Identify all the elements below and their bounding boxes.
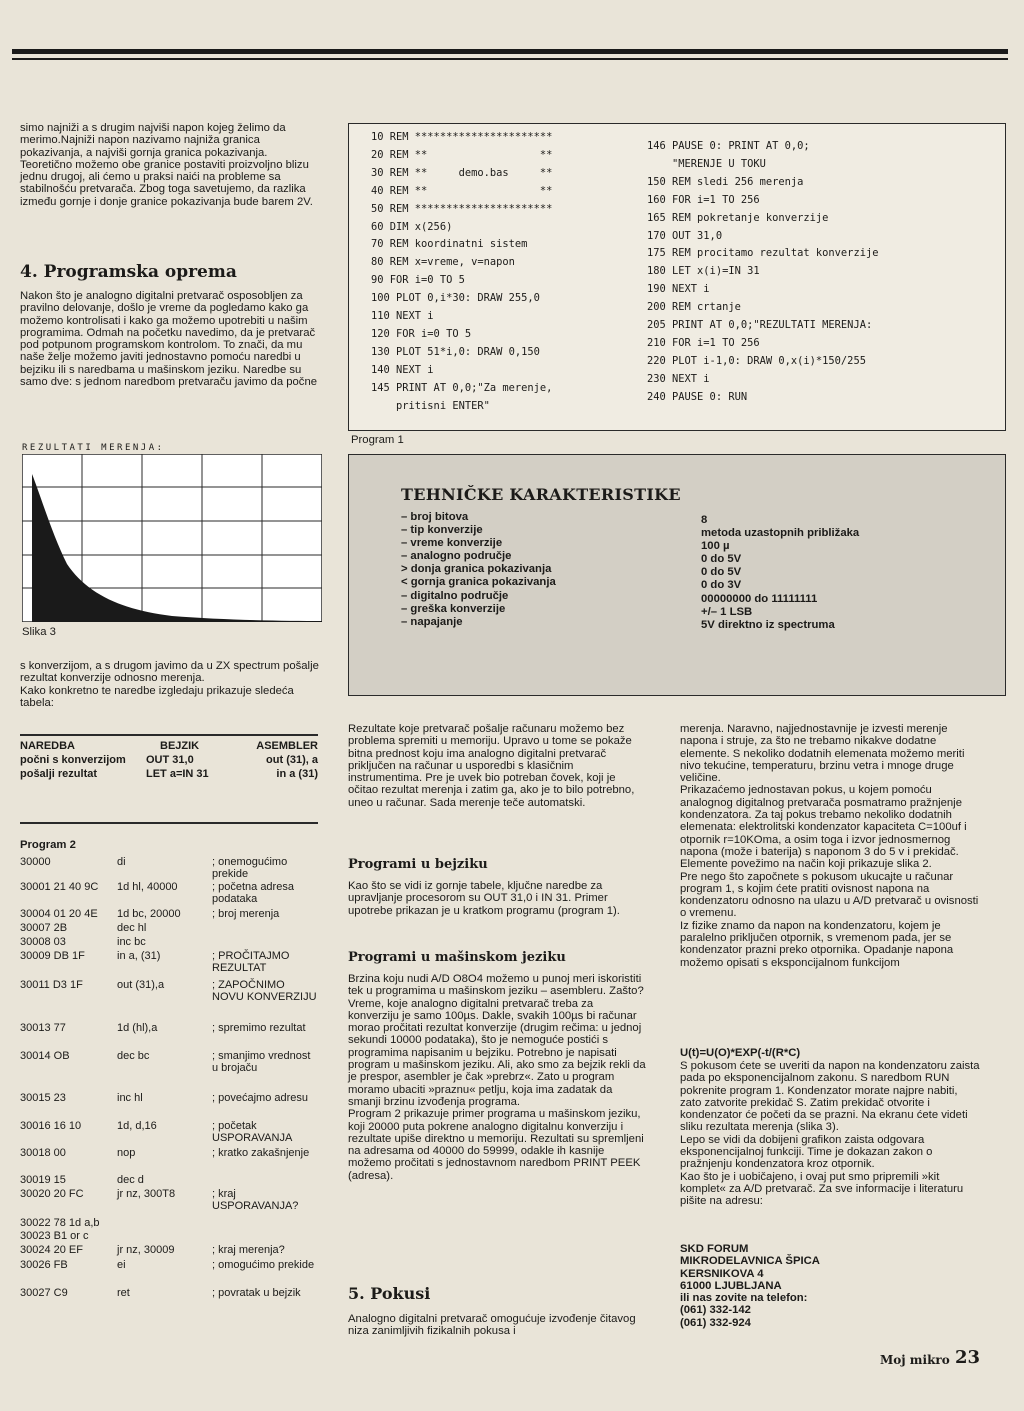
tech-specs-title: TEHNIČKE KARAKTERISTIKE	[401, 485, 681, 504]
right-column-text-a: merenja. Naravno, najjednostavnije je izvesti merenje napona i struje, za što ne trebamo nikakve dodatne elemente. S nekoliko dodatnih elemenata možemo meriti nivo tekućine, temperaturu, brzinu vetra i mnoge druge veličine. Prikazaćemo jednostavan pokus, u kojem pomoću analognog digitalnog pretvarača posmatramo pražnjenje kondenzatora. Za taj pokus trebamo nekoliko dodatnih elemenata: elektrolitski kondenzator kapaciteta C=100uf i otpornik r=10KOma, a osim toga i izvor jednosmernog napona (može i baterija) s naponom 3 do 5 v i prekidač. Elemente povežimo na način koji prikazuje slika 2. Pre nego što započnete s pokusom ukucajte u računar program 1, s kojim ćete pratiti ovisnost napona na kondenzatoru odnosno na ulazu u A/D pretvarač u ovisnosti o vremenu. Iz fizike znamo da napon na kondenzatoru, kojem je paralelno priključen otpornik, s vremenom pada, jer se kondenzator prazni preko otpornika. Opadanje napona možemo opisati s eksponcijalnom funkcijom	[680, 723, 979, 969]
table-row	[20, 1147, 320, 1166]
table-cell: 30014 OB	[20, 1050, 70, 1062]
tech-specs-box	[348, 454, 1006, 696]
table-cell: ; povratak u bejzik	[212, 1287, 301, 1299]
table-cell: ; početna adresa podataka	[212, 881, 294, 905]
table-row	[20, 1287, 320, 1306]
table-row	[20, 1092, 320, 1111]
header-rule-thin	[12, 58, 1008, 60]
table-cell: ; kraj USPORAVANJA?	[212, 1188, 299, 1212]
table-cell: in a, (31)	[117, 950, 161, 962]
table-cell: ; spremimo rezultat	[212, 1022, 306, 1034]
masinski-text: Brzina koju nudi A/D O8O4 možemo u punoj meri iskoristiti tek u programima u mašinskom jeziku – asembleru. Zašto? Vreme, koje analogno digitalni pretvarač treba za konverziju je samo 100µs. Dakle, svakih 100µs bi računar morao pročitati rezultat konverzije (drugim rečima: u jednoj sekundi 10000 podataka), što je nemoguće postići s programima napisanim u bejziku. Potrebno je napisati program u mašinskom jeziku. Ali, ako smo za bejzik rekli da je prespor, asembler je čak »prebrz«. Zato u program moramo ubaciti »praznu« petlju, koja ima zadatak da smanji brzinu izvođenja programa. Program 2 prikazuje primer programa u mašinskom jeziku, koji 20000 puta pokrene analogno digitalnu konverziju i rezultate upiše direktno u memoriju. Rezultati su spremljeni na adresama od 40000 do 59999, odakle ih kasnije možemo pročitati s jednostavnom naredbom PRINT PEEK (adresa).	[348, 973, 646, 1182]
table-cell: ; kratko zakašnjenje	[212, 1147, 310, 1159]
after-figure-text: s konverzijom, a s drugom javimo da u ZX spectrum pošalje rezultat konverzije odnosno merenja. Kako konkretno te naredbe izgledaju prikazuje sledeća tabela:	[20, 660, 319, 709]
right-column-text-b: S pokusom ćete se uveriti da napon na kondenzatoru zaista pada po eksponencijalnom zakonu. S naredbom RUN pokrenite program 1. Kondenzator morate najpre nabiti, zato zatvorite prekidač S. Zatim prekidač otvorite i kondenzator će početi da se prazni. Na ekranu ćete videti sliku rezultata merenja (slika 3). Lepo se vidi da dobijeni grafikon zaista odgovara eksponencijalnoj funkciji. Time je dokazan zakon o pražnjenju kondenzatora kroz otpornik. Kao što je i uobičajeno, i ovaj put smo pripremili »kit komplet« za A/D pretvarač. Za sve informacije i literaturu pišite na adresu:	[680, 1060, 980, 1208]
table-cell: 30019 15	[20, 1174, 66, 1186]
tech-specs-values: 8 metoda uzastopnih približaka 100 µ 0 do 5V 0 do 5V 0 do 3V 00000000 do 11111111 +/– 1 LSB 5V direktno iz spectruma	[701, 514, 860, 631]
table-cell: ; ZAPOČNIMO NOVU KONVERZIJU	[212, 979, 317, 1003]
table-row	[20, 1022, 320, 1041]
section-4-heading: 4. Programska oprema	[20, 262, 237, 282]
table-cell: 30008 03	[20, 936, 66, 948]
table-cell: 30016 16 10	[20, 1120, 82, 1132]
table-cell: out (31), a	[266, 754, 318, 766]
table-cell: 30007 2B	[20, 922, 68, 934]
table-cell: 30027 C9	[20, 1287, 68, 1299]
pokusi-heading: 5. Pokusi	[348, 1284, 431, 1303]
table-header-asembler: ASEMBLER	[256, 740, 318, 752]
section-4-text: Nakon što je analogno digitalni pretvarač osposobljen za pravilno delovanje, došlo je vreme da pogledamo kako ga možemo kontrolisati i kako ga možemo upotrebiti u našim programima. Odmah na početku navedimo, da je pretvarač pod potpunom programskom kontrolom. To znači, da mu naše želje možemo javiti jednostavno pomoću naredbi u bejziku ili s naredbama u mašinskom jeziku. Naredbe su samo dve: s jednom naredbom pretvaraču javimo da počne	[20, 290, 318, 389]
discharge-curve-plot	[22, 454, 322, 622]
table-cell: ; smanjimo vrednost u brojaču	[212, 1050, 311, 1074]
table-cell: 30020 20 FC	[20, 1188, 84, 1200]
program-1-caption: Program 1	[351, 434, 404, 446]
table-cell: ; kraj merenja?	[212, 1244, 285, 1256]
table-row	[20, 1188, 320, 1212]
table-row	[20, 1050, 320, 1074]
table-cell: 1d (hl),a	[117, 1022, 158, 1034]
table-cell: ei	[117, 1259, 126, 1271]
table-cell: ; omogućimo prekide	[212, 1259, 315, 1271]
table-cell: 30024 20 EF	[20, 1244, 83, 1256]
table-cell: nop	[117, 1147, 136, 1159]
table-row	[20, 856, 320, 880]
header-rule-thick	[12, 49, 1008, 54]
table-cell: 30000	[20, 856, 51, 868]
formula: U(t)=U(O)*EXP(-t/(R*C)	[680, 1047, 801, 1059]
left-intro-text: simo najniži a s drugim najviši napon kojeg želimo da merimo.Najniži napon nazivamo najniža granica pokazivanja, a najviši gornja granica pokazivanja. Teoretično možemo obe granice postaviti proizvoljno blizu jednu drugoj, ali ćemo u praksi naići na probleme sa stabilnošću pretvarača. Zbog toga savetujemo, da razlika između gornje i donje granice pokazivanja bude barem 2V.	[20, 122, 313, 208]
table-cell: di	[117, 856, 126, 868]
table-cell: ; broj merenja	[212, 908, 280, 920]
table-cell: 30015 23	[20, 1092, 66, 1104]
table-cell: dec hl	[117, 922, 147, 934]
command-table-top-rule	[20, 734, 318, 736]
tech-specs-labels: – broj bitova – tip konverzije – vreme konverzije – analogno područje > donja granica pokazivanja < gornja granica pokazivanja – digitalno područje – greška konverzije – napajanje	[401, 511, 556, 628]
table-cell: out (31),a	[117, 979, 165, 991]
table-cell: inc hl	[117, 1092, 143, 1104]
table-cell: ; povećajmo adresu	[212, 1092, 308, 1104]
table-cell: ; početak USPORAVANJA	[212, 1120, 293, 1144]
table-row	[20, 950, 320, 974]
table-cell: 30004 01 20 4E	[20, 908, 98, 920]
table-cell: 30022 78 1d a,b	[20, 1217, 100, 1229]
figure-caption: Slika 3	[22, 626, 56, 638]
program-1-box	[348, 123, 1006, 431]
table-cell: počni s konverzijom	[20, 754, 126, 766]
table-row	[20, 979, 320, 1003]
table-row	[20, 881, 320, 905]
table-cell: 30018 00	[20, 1147, 66, 1159]
table-cell: 30023 B1 or c	[20, 1230, 89, 1242]
table-header-bejzik: BEJZIK	[160, 740, 200, 752]
table-cell: 30026 FB	[20, 1259, 68, 1271]
figure-screen-title: REZULTATI MERENJA:	[22, 443, 165, 453]
table-row	[20, 1120, 320, 1144]
table-header-naredba: NAREDBA	[20, 740, 75, 752]
table-cell: 1d, d,16	[117, 1120, 157, 1132]
table-cell: 30001 21 40 9C	[20, 881, 99, 893]
program-2-title: Program 2	[20, 839, 76, 851]
table-cell: jr nz, 300T8	[117, 1188, 176, 1200]
command-table-bottom-rule	[20, 822, 318, 824]
contact-address: SKD FORUM MIKRODELAVNICA ŠPICA KERSNIKOVA 4 61000 LJUBLJANA ili nas zovite na telefon: (061) 332-142 (061) 332-924	[680, 1243, 820, 1329]
table-cell: ret	[117, 1287, 130, 1299]
table-cell: dec bc	[117, 1050, 150, 1062]
table-cell: pošalji rezultat	[20, 768, 98, 780]
footer-page-number: 23	[955, 1347, 981, 1368]
table-cell: ; PROČITAJMO REZULTAT	[212, 950, 290, 974]
table-cell: 1d hl, 40000	[117, 881, 178, 893]
bejzik-heading: Programi u bejziku	[348, 857, 488, 872]
pokusi-text: Analogno digitalni pretvarač omogućuje izvođenje čitavog niza zanimljivih fizikalnih pokusa i	[348, 1313, 636, 1338]
table-cell: OUT 31,0	[146, 754, 194, 766]
table-row	[20, 754, 318, 767]
table-cell: 1d bc, 20000	[117, 908, 181, 920]
figure-slika-3	[20, 440, 342, 640]
table-cell: inc bc	[117, 936, 146, 948]
table-cell: 30009 DB 1F	[20, 950, 85, 962]
table-cell: jr nz, 30009	[117, 1244, 175, 1256]
table-cell: in a (31)	[276, 768, 318, 780]
table-cell: 30013 77	[20, 1022, 66, 1034]
table-row	[20, 1259, 320, 1278]
command-table	[20, 734, 318, 824]
bejzik-text: Kao što se vidi iz gornje tabele, ključne naredbe za upravljanje procesorom su OUT 31,0 i IN 31. Primer upotrebe prikazan je u kratkom programu (program 1).	[348, 880, 620, 917]
table-cell: dec d	[117, 1174, 144, 1186]
footer-magazine-name: Moj mikro	[880, 1353, 950, 1367]
program-1-right-listing: 146 PAUSE 0: PRINT AT 0,0; "MERENJE U TOKU 150 REM sledi 256 merenja 160 FOR i=1 TO 256 165 REM pokretanje konverzije 170 OUT 31,0 175 REM procitamo rezultat konverzije 180 LET x(i)=IN 31 190 NEXT i 200 REM crtanje 205 PRINT AT 0,0;"REZULTATI MERENJA: 210 FOR i=1 TO 256 220 PLOT i-1,0: DRAW 0,x(i)*150/255 230 NEXT i 240 PAUSE 0: RUN	[647, 140, 879, 403]
table-cell: 30011 D3 1F	[20, 979, 83, 991]
program-1-left-listing: 10 REM ********************** 20 REM ** ** 30 REM ** demo.bas ** 40 REM ** ** 50 REM ********************** 60 DIM x(256) 70 REM koordinatni sistem 80 REM x=vreme, v=napon 90 FOR i=0 TO 5 100 PLOT 0,i*30: DRAW 255,0 110 NEXT i 120 FOR i=0 TO 5 130 PLOT 51*i,0: DRAW 0,150 140 NEXT i 145 PRINT AT 0,0;"Za merenje, pritisni ENTER"	[371, 131, 553, 412]
table-cell: LET a=IN 31	[146, 768, 209, 780]
table-row	[20, 768, 318, 781]
masinski-heading: Programi u mašinskom jeziku	[348, 950, 566, 965]
middle-intro-text: Rezultate koje pretvarač pošalje računaru možemo bez problema spremiti u memoriju. Upravo u tome se pokaže bitna prednost koju ima analogno digitalni pretvarač priključen na računar u usporedbi s klasičnim instrumentima. Pre je uvek bio potreban čovek, koji je očitao rezultat merenja i zatim ga, ako je to bilo potrebno, uneo u računar. Sada merenje teče automatski.	[348, 723, 635, 809]
table-cell: ; onemogućimo prekide	[212, 856, 288, 880]
